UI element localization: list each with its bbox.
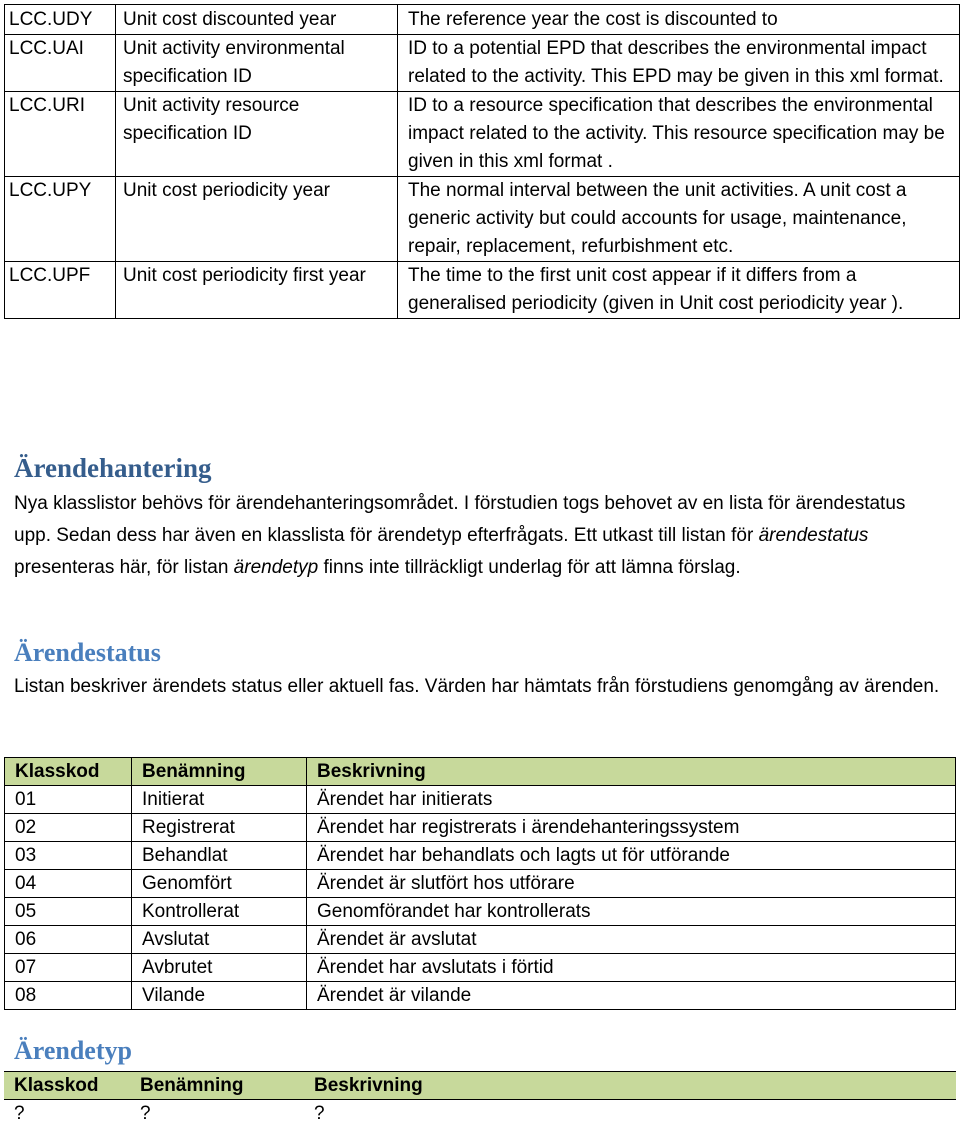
paragraph-text: Nya klasslistor behövs för ärendehanteringsområdet. I förstudien togs behovet av en lista för ärendestatus upp. Sedan dess har även en klasslista för ärendetyp efterfrågats. Ett utkast till listan för <box>14 493 906 546</box>
cell-beskrivning: Ärendet är avslutat <box>307 926 956 954</box>
cell-klasskod: 01 <box>5 786 132 814</box>
cell-klasskod: ? <box>14 1103 25 1124</box>
column-header-benamning: Benämning <box>132 758 307 786</box>
table-row <box>4 1100 956 1128</box>
table-row <box>5 898 956 926</box>
section-heading-arendestatus: Ärendestatus <box>14 638 161 667</box>
attribute-code: LCC.UPY <box>5 177 116 262</box>
attribute-name: Unit cost periodicity year <box>116 177 398 262</box>
arendehantering-paragraph <box>14 488 944 584</box>
section-heading-arendetyp: Ärendetyp <box>14 1036 132 1065</box>
cell-benamning: Genomfört <box>132 870 307 898</box>
cell-klasskod: 05 <box>5 898 132 926</box>
cell-klasskod: 03 <box>5 842 132 870</box>
cell-benamning: Kontrollerat <box>132 898 307 926</box>
attribute-description: The reference year the cost is discounted to <box>398 5 960 35</box>
cell-beskrivning: Ärendet har initierats <box>307 786 956 814</box>
table-row <box>5 954 956 982</box>
column-header-beskrivning: Beskrivning <box>307 758 956 786</box>
attribute-description: ID to a resource specification that describes the environmental impact related to the activity. This resource specification may be given in this xml format . <box>398 92 960 177</box>
column-header-klasskod: Klasskod <box>5 758 132 786</box>
section-heading-arendehantering: Ärendehantering <box>14 453 212 483</box>
table-header-row <box>4 1072 956 1100</box>
cell-benamning: Avslutat <box>132 926 307 954</box>
table-row <box>5 177 960 262</box>
table-row <box>5 5 960 35</box>
attribute-name: Unit activity environmental specification ID <box>116 35 398 92</box>
cell-benamning: Vilande <box>132 982 307 1010</box>
table-row <box>5 814 956 842</box>
cell-klasskod: 06 <box>5 926 132 954</box>
attribute-code: LCC.UAI <box>5 35 116 92</box>
cell-klasskod: 02 <box>5 814 132 842</box>
cell-klasskod: 07 <box>5 954 132 982</box>
table-row <box>5 842 956 870</box>
arendetyp-table <box>4 1071 956 1127</box>
attribute-description: ID to a potential EPD that describes the environmental impact related to the activity. This EPD may be given in this xml format. <box>398 35 960 92</box>
attribute-name: Unit activity resource specification ID <box>116 92 398 177</box>
table-row <box>5 35 960 92</box>
attribute-code: LCC.URI <box>5 92 116 177</box>
attribute-description: The normal interval between the unit activities. A unit cost a generic activity but could accounts for usage, maintenance, repair, replacement, refurbishment etc. <box>398 177 960 262</box>
cell-benamning: Registrerat <box>132 814 307 842</box>
table-row <box>5 926 956 954</box>
attribute-code: LCC.UDY <box>5 5 116 35</box>
paragraph-italic-term: ärendestatus <box>758 525 869 546</box>
cell-beskrivning: ? <box>314 1103 325 1124</box>
cell-beskrivning: Ärendet har behandlats och lagts ut för utförande <box>307 842 956 870</box>
cell-beskrivning: Ärendet är slutfört hos utförare <box>307 870 956 898</box>
table-row <box>5 92 960 177</box>
table-row <box>5 786 956 814</box>
column-header-beskrivning: Beskrivning <box>304 1072 956 1100</box>
cell-klasskod: 04 <box>5 870 132 898</box>
lcc-attribute-table <box>4 4 960 319</box>
column-header-benamning: Benämning <box>130 1072 304 1100</box>
cell-klasskod: 08 <box>5 982 132 1010</box>
table-row <box>5 870 956 898</box>
attribute-code: LCC.UPF <box>5 262 116 319</box>
cell-benamning: Initierat <box>132 786 307 814</box>
cell-benamning: Behandlat <box>132 842 307 870</box>
attribute-description: The time to the first unit cost appear if it differs from a generalised periodicity (given in Unit cost periodicity year ). <box>398 262 960 319</box>
arendestatus-table <box>4 757 956 1010</box>
table-row <box>5 982 956 1010</box>
cell-benamning: ? <box>140 1103 151 1124</box>
cell-benamning: Avbrutet <box>132 954 307 982</box>
cell-beskrivning: Ärendet har avslutats i förtid <box>307 954 956 982</box>
cell-beskrivning: Ärendet är vilande <box>307 982 956 1010</box>
column-header-klasskod: Klasskod <box>4 1072 130 1100</box>
attribute-name: Unit cost periodicity first year <box>116 262 398 319</box>
table-header-row <box>5 758 956 786</box>
paragraph-italic-term: ärendetyp <box>233 557 319 578</box>
arendestatus-paragraph: Listan beskriver ärendets status eller aktuell fas. Värden har hämtats från förstudiens genomgång av ärenden. <box>14 676 940 697</box>
cell-beskrivning: Ärendet har registrerats i ärendehanteringssystem <box>307 814 956 842</box>
paragraph-text: finns inte tillräckligt underlag för att lämna förslag. <box>318 557 741 578</box>
paragraph-text: presenteras här, för listan <box>14 557 234 578</box>
cell-beskrivning: Genomförandet har kontrollerats <box>307 898 956 926</box>
attribute-name: Unit cost discounted year <box>116 5 398 35</box>
table-row <box>5 262 960 319</box>
